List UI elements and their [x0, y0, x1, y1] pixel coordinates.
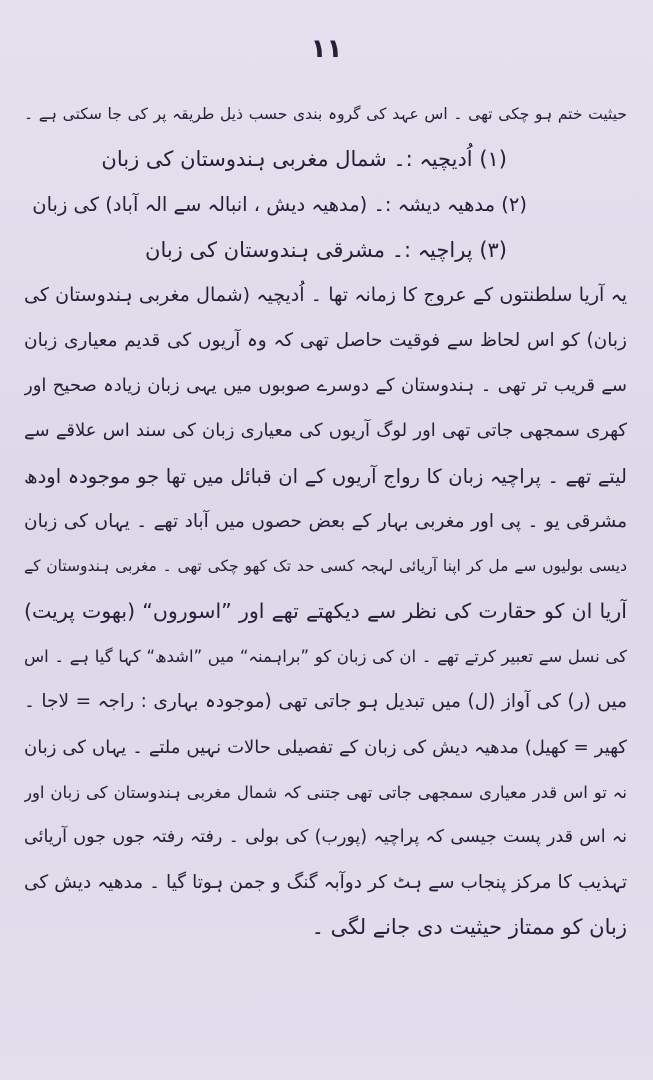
text-line: سے قریب تر تھی ۔ ہندوستان کے دوسرے صوبوں میں یہی زبان زیادہ صحیح اور — [24, 375, 627, 397]
text-line: کھیر = کھیل) مدھیہ دیش کی زبان کے تفصیلی حالات نہیں ملتے ۔ یہاں کی زبان — [24, 736, 627, 758]
text-line: نہ تو اس قدر معیاری سمجھی جاتی تھی جتنی کہ شمال مغربی ہندوستان کی زبان اور — [24, 782, 627, 802]
page-number: ١١ — [310, 34, 343, 64]
list-item-3: (۳) پراچیہ :۔ مشرقی ہندوستان کی زبان — [145, 237, 507, 262]
text-line: کھری سمجھی جاتی تھی اور لوگ آریوں کی معیاری زبان کی سند اس علاقے سے — [24, 420, 627, 442]
text-line: مشرقی یو ۔ پی اور مغربی بہار کے بعض حصوں میں آباد تھے ۔ یہاں کی زبان — [24, 510, 627, 532]
text-line: زبان کو ممتاز حیثیت دی جانے لگی ۔ — [311, 915, 627, 940]
text-line: آریا ان کو حقارت کی نظر سے دیکھتے تھے اور ”اسوروں“ (بھوت پریت) — [24, 599, 627, 624]
list-item-2: (۲) مدھیہ دیشہ :۔ (مدھیہ دیش ، انبالہ سے الہ آباد) کی زبان — [32, 193, 527, 217]
text-line: میں (ر) کی آواز (ل) میں تبدیل ہو جاتی تھی (موجودہ بہاری : راجہ = لاجا ۔ — [24, 691, 627, 713]
text-line: دیسی بولیوں سے مل کر اپنا آریائی لہجہ کسی حد تک کھو چکی تھی ۔ مغربی ہندوستان کے — [24, 556, 627, 575]
text-line: تہذیب کا مرکز پنجاب سے ہٹ کر دوآبہ گنگ و جمن ہوتا گیا ۔ مدھیہ دیش کی — [24, 872, 627, 894]
text-line: نہ اس قدر پست جیسی کہ پراچیہ (پورب) کی بولی ۔ رفتہ رفتہ جوں جوں آریائی — [24, 827, 627, 847]
text-line: حیثیت ختم ہو چکی تھی ۔ اس عہد کی گروہ بندی حسب ذیل طریقہ پر کی جا سکتی ہے ۔ — [24, 105, 627, 123]
text-line: کی نسل سے تعبیر کرتے تھے ۔ ان کی زبان کو ”براہمنہ“ میں ”اشدھ“ کہا گیا ہے ۔ اس — [24, 647, 627, 667]
text-line: لیتے تھے ۔ پراچیہ زبان کا رواج آریوں کے ان قبائل میں تھا جو موجودہ اودھ — [24, 464, 627, 488]
text-line: زبان) کو اس لحاظ سے فوقیت حاصل تھی کہ وہ آریوں کی قدیم معیاری زبان — [24, 329, 627, 351]
body-text — [24, 92, 627, 951]
list-item-1: (۱) اُدیچیہ :۔ شمال مغربی ہندوستان کی زبان — [101, 147, 507, 172]
text-line: یہ آریا سلطنتوں کے عروج کا زمانہ تھا ۔ اُدیچیہ (شمال مغربی ہندوستان کی — [24, 283, 627, 306]
